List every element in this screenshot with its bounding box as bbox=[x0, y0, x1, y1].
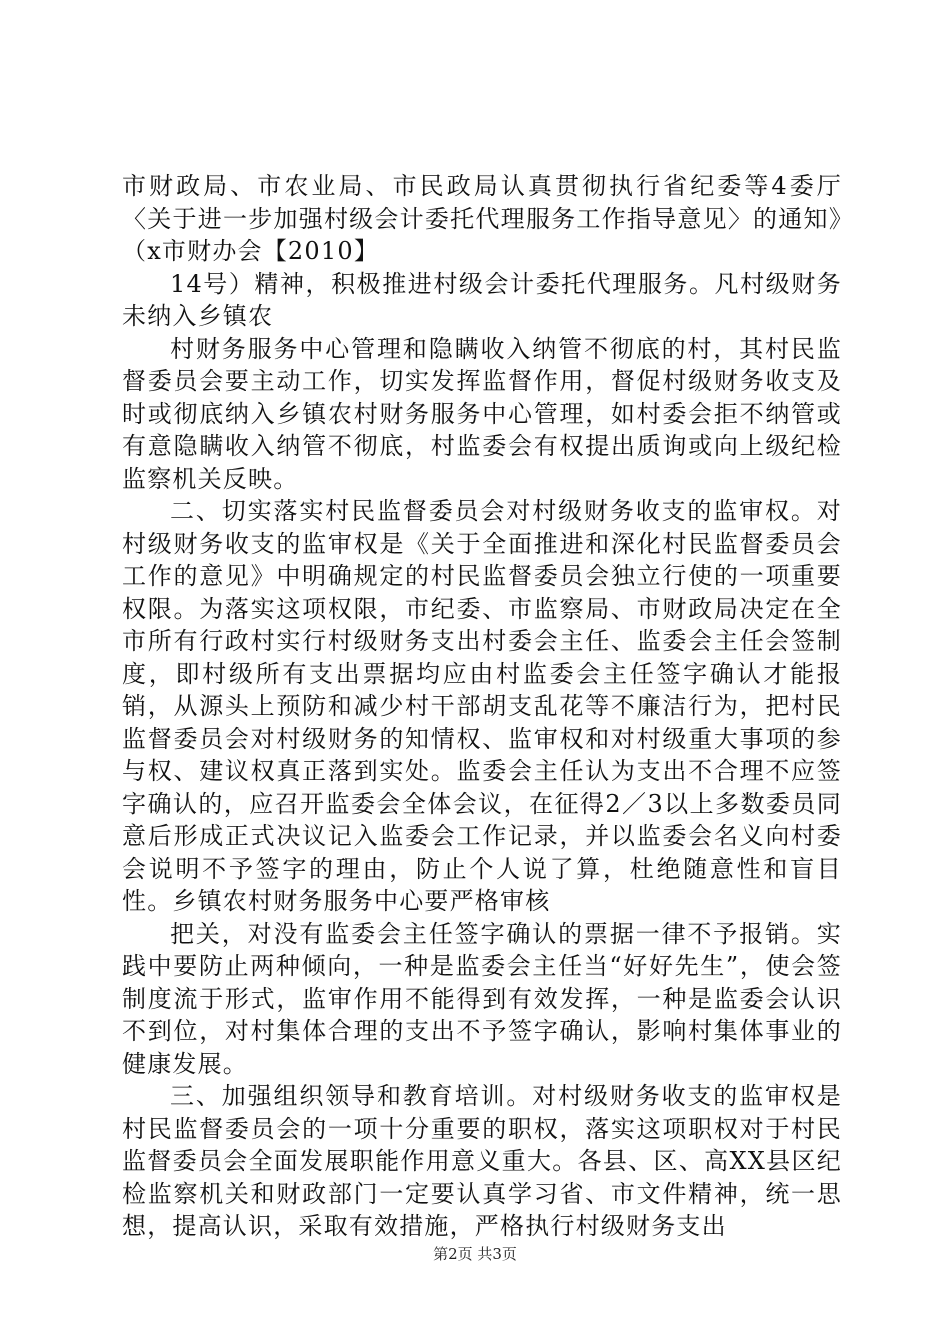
paragraph-3: 村财务服务中心管理和隐瞒收入纳管不彻底的村，其村民监督委员会要主动工作，切实发挥监督作用，督促村级财务收支及时或彻底纳入乡镇农村财务服务中心管理，如村委会拒不纳管或有意隐瞒收入纳管不彻底，村监委会有权提出质询或向上级纪检监察机关反映。 bbox=[122, 334, 842, 493]
paragraph-4: 二、切实落实村民监督委员会对村级财务收支的监审权。对村级财务收支的监审权是《关于全面推进和深化村民监督委员会工作的意见》中明确规定的村民监督委员会独立行使的一项重要权限。为落实这项权限，市纪委、市监察局、市财政局决定在全市所有行政村实行村级财务支出村委会主任、监委会主任会签制度，即村级所有支出票据均应由村监委会主任签字确认才能报销，从源头上预防和减少村干部胡支乱花等不廉洁行为，把村民监督委员会对村级财务的知情权、监审权和对村级重大事项的参与权、建议权真正落到实处。监委会主任认为支出不合理不应签字确认的，应召开监委会全体会议，在征得2／3以上多数委员同意后形成正式决议记入监委会工作记录，并以监委会名义向村委会说明不予签字的理由，防止个人说了算，杜绝随意性和盲目性。乡镇农村财务服务中心要严格审核 bbox=[122, 497, 842, 915]
paragraph-6: 三、加强组织领导和教育培训。对村级财务收支的监审权是村民监督委员会的一项十分重要的职权，落实这项职权对于村民监督委员会全面发展职能作用意义重大。各县、区、高XX县区纪检监察机关和财政部门一定要认真学习省、市文件精神，统一思想，提高认识，采取有效措施，严格执行村级财务支出 bbox=[122, 1082, 842, 1240]
document-body bbox=[122, 170, 842, 1243]
paragraph-5: 把关，对没有监委会主任签字确认的票据一律不予报销。实践中要防止两种倾向，一种是监委会主任当“好好先生”，使会签制度流于形式，监审作用不能得到有效发挥，一种是监委会认识不到位，对村集体合理的支出不予签字确认，影响村集体事业的健康发展。 bbox=[122, 919, 842, 1078]
paragraph-1: 市财政局、市农业局、市民政局认真贯彻执行省纪委等4委厅〈关于进一步加强村级会计委托代理服务工作指导意见〉的通知》（x市财办会【2010】 bbox=[122, 172, 842, 265]
page-number-footer: 第2页 共3页 bbox=[433, 1245, 517, 1263]
paragraph-2: 14号）精神，积极推进村级会计委托代理服务。凡村级财务未纳入乡镇农 bbox=[122, 269, 842, 330]
